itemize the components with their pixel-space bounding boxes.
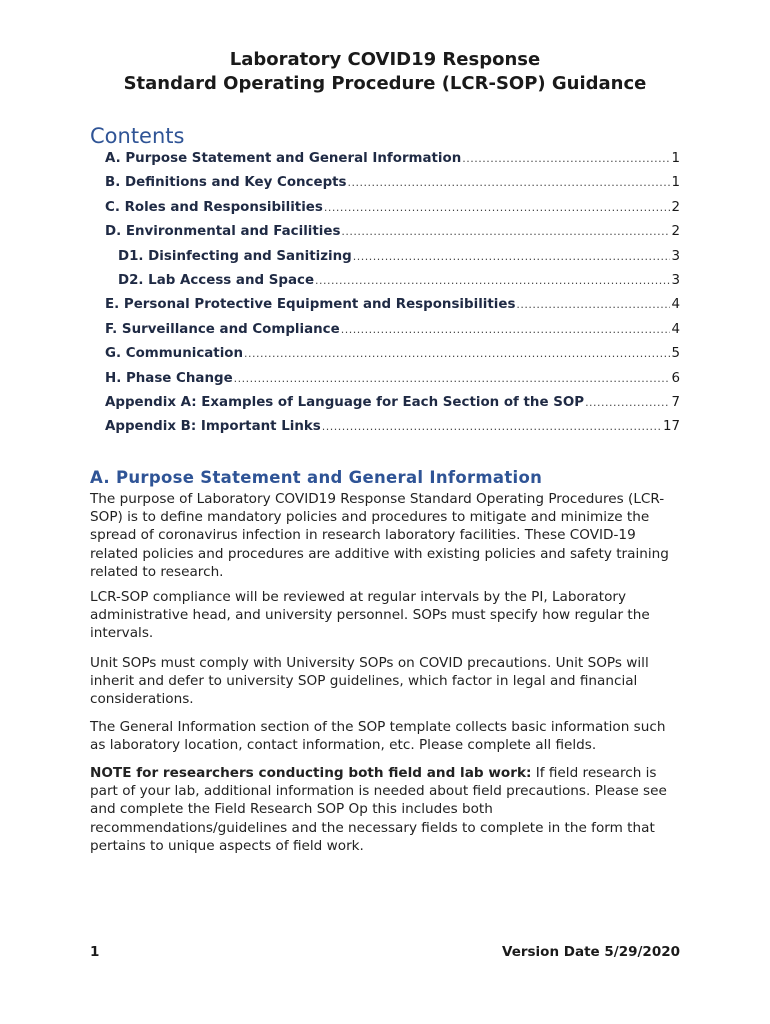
toc-entry[interactable]	[105, 392, 680, 416]
toc-dot-leader	[585, 392, 670, 414]
toc-entry-title[interactable]: A. Purpose Statement and General Information	[105, 151, 462, 166]
note-label: NOTE for researchers conducting both field and lab work:	[90, 765, 532, 781]
toc-entry-title[interactable]: F. Surveillance and Compliance	[105, 321, 340, 337]
toc-entry-page-number[interactable]: 6	[671, 370, 680, 386]
toc-entry-title[interactable]: G. Communication	[105, 346, 244, 362]
toc-dot-leader	[315, 270, 670, 292]
toc-entry-title[interactable]: D1. Disinfecting and Sanitizing	[118, 248, 352, 264]
toc-dot-leader	[462, 148, 670, 170]
section-a-paragraph-2: LCR-SOP compliance will be reviewed at regular intervals by the PI, Laboratory administrative head, and university personnel. SOPs must specify how regular the intervals.	[90, 589, 650, 642]
toc-dot-leader	[516, 294, 670, 316]
toc-dot-leader	[348, 172, 671, 194]
section-a-paragraph-5	[90, 764, 685, 855]
toc-entry[interactable]	[105, 246, 680, 270]
toc-entry[interactable]	[105, 172, 680, 196]
toc-dot-leader	[234, 368, 671, 390]
section-a-paragraph-4: The General Information section of the SOP template collects basic information such as laboratory location, contact information, etc. Please complete all fields.	[90, 719, 666, 754]
contents-heading: Contents	[90, 124, 185, 148]
toc-entry-page-number[interactable]: 1	[671, 175, 680, 191]
toc-dot-leader	[324, 197, 671, 219]
toc-entry-page-number[interactable]: 4	[671, 297, 680, 313]
toc-entry[interactable]	[105, 416, 680, 440]
toc-entry-page-number[interactable]: 5	[671, 346, 680, 362]
footer-version-date: Version Date 5/29/2020	[501, 944, 680, 960]
toc-entry-page-number[interactable]: 2	[671, 199, 680, 215]
toc-entry-title[interactable]: H. Phase Change	[105, 370, 233, 386]
toc-entry-page-number[interactable]: 3	[671, 272, 680, 288]
section-a-heading: A. Purpose Statement and General Information	[90, 468, 543, 487]
toc-entry-title[interactable]: C. Roles and Responsibilities	[105, 199, 323, 215]
document-title	[90, 48, 680, 96]
toc-entry-page-number[interactable]: 2	[671, 224, 680, 240]
document-title-line-1: Laboratory COVID19 Response	[229, 49, 541, 70]
toc-entry-title[interactable]: Appendix A: Examples of Language for Each Section of the SOP	[105, 394, 585, 410]
toc-entry[interactable]	[105, 294, 680, 318]
toc-entry[interactable]	[105, 270, 680, 294]
toc-entry[interactable]	[105, 343, 680, 367]
toc-entry-title[interactable]: B. Definitions and Key Concepts	[105, 175, 347, 191]
toc-entry-page-number[interactable]: 1	[671, 151, 680, 166]
toc-dot-leader	[341, 221, 670, 243]
toc-dot-leader	[353, 246, 671, 268]
toc-entry[interactable]	[105, 221, 680, 245]
section-a-paragraph-3: Unit SOPs must comply with University SOPs on COVID precautions. Unit SOPs will inherit and defer to university SOP guidelines, which factor in legal and financial considerations.	[90, 655, 649, 708]
toc-entry-title[interactable]: D2. Lab Access and Space	[118, 272, 315, 288]
toc-entry[interactable]	[105, 368, 680, 392]
toc-entry-title[interactable]: E. Personal Protective Equipment and Responsibilities	[105, 297, 516, 313]
toc-entry[interactable]	[105, 148, 680, 172]
toc-entry-page-number[interactable]: 17	[662, 419, 680, 435]
toc-entry-page-number[interactable]: 4	[671, 321, 680, 337]
document-title-line-2: Standard Operating Procedure (LCR-SOP) Guidance	[123, 73, 647, 94]
toc-entry-title[interactable]: Appendix B: Important Links	[105, 419, 321, 435]
footer-page-number: 1	[90, 944, 100, 960]
note-text: If field research is part of your lab, additional information is needed about field precautions. Please see and complete the Field Research SOP Op this includes both recommendations/guidelines and the necessary fields to complete in the form that pertains to unique aspects of field work.	[90, 765, 667, 854]
toc-entry-page-number[interactable]: 3	[671, 248, 680, 264]
toc-dot-leader	[322, 416, 662, 438]
toc-entry[interactable]	[105, 319, 680, 343]
table-of-contents	[105, 148, 680, 441]
toc-entry-page-number[interactable]: 7	[671, 394, 680, 410]
section-a-paragraph-1: The purpose of Laboratory COVID19 Response Standard Operating Procedures (LCR-SOP) is to define mandatory policies and procedures to mitigate and minimize the spread of coronavirus infection in research laboratory facilities. These COVID-19 related policies and procedures are additive with existing policies and safety training related to research.	[90, 491, 669, 580]
toc-dot-leader	[244, 343, 670, 365]
toc-entry-title[interactable]: D. Environmental and Facilities	[105, 224, 341, 240]
toc-entry[interactable]	[105, 197, 680, 221]
toc-dot-leader	[341, 319, 671, 341]
